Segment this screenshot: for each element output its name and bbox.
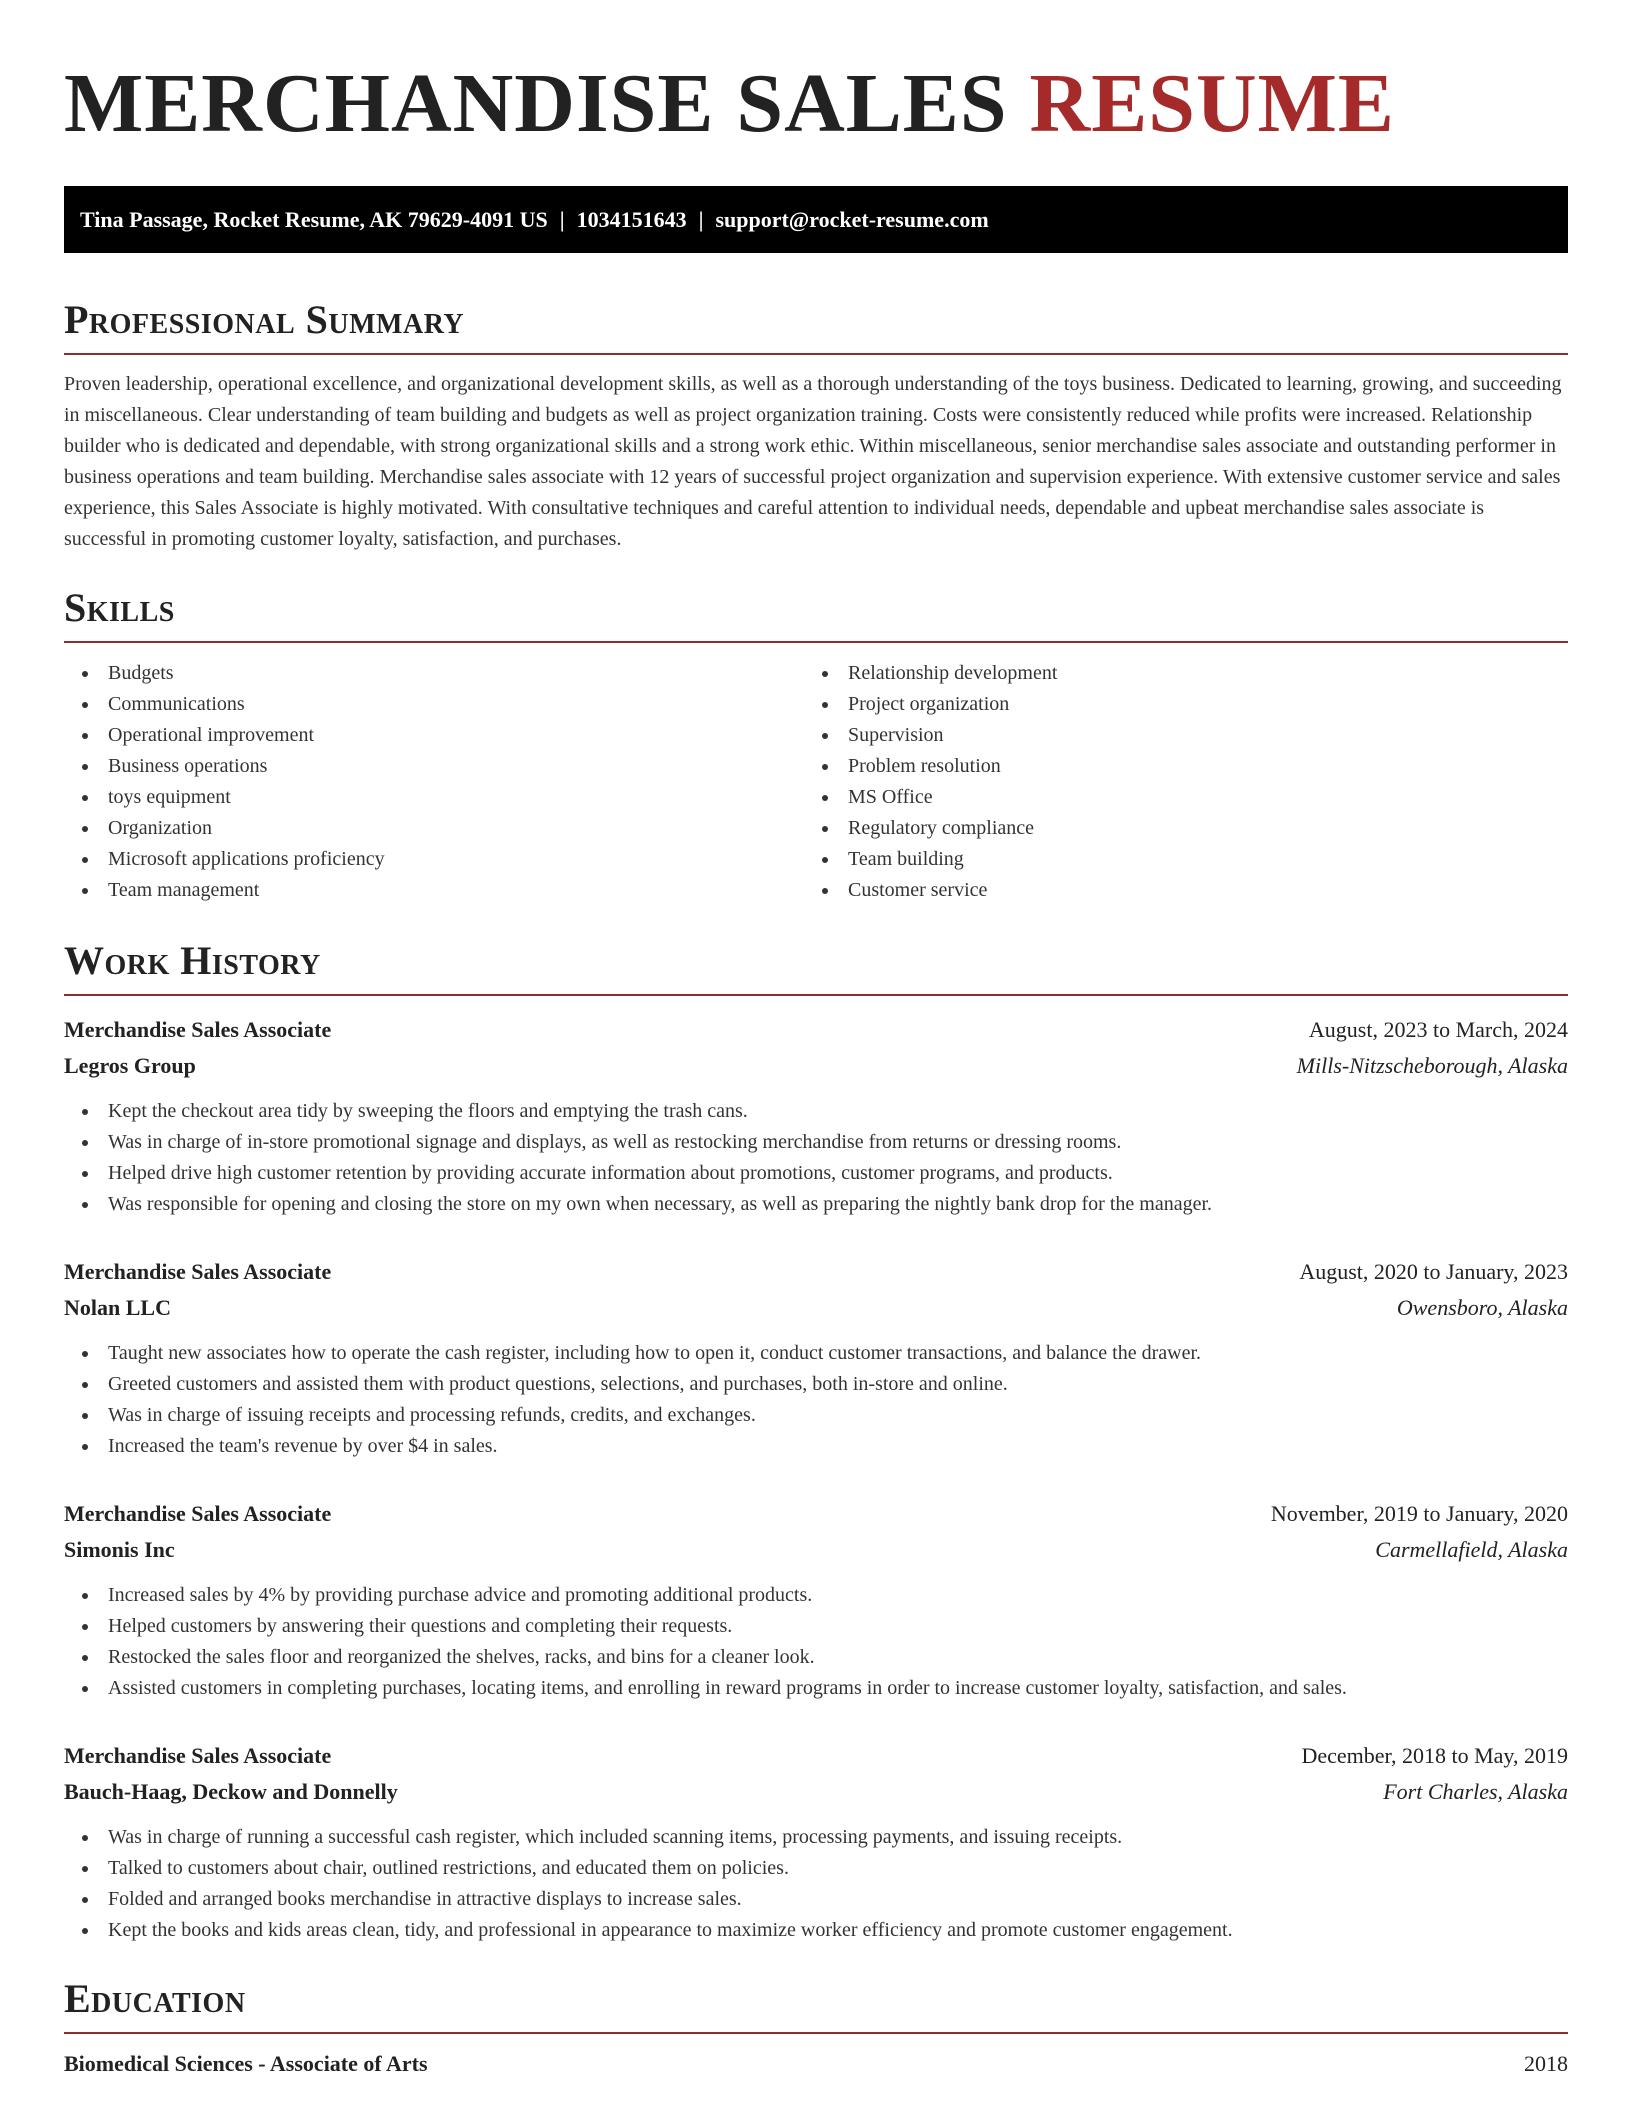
skill-item: MS Office: [804, 782, 1544, 813]
skill-item: Budgets: [64, 658, 804, 689]
skill-item: Supervision: [804, 720, 1544, 751]
job-entry: [64, 1738, 1568, 1946]
job-bullet: Was in charge of issuing receipts and processing refunds, credits, and exchanges.: [64, 1400, 1568, 1431]
skill-item: Team building: [804, 844, 1544, 875]
job-bullet: Assisted customers in completing purchases, locating items, and enrolling in reward programs in order to increase customer loyalty, satisfaction, and sales.: [64, 1673, 1568, 1704]
skill-item: Regulatory compliance: [804, 813, 1544, 844]
job-bullets: [64, 1822, 1568, 1946]
job-location: Mills-Nitzscheborough, Alaska: [1296, 1053, 1568, 1078]
job-entry: [64, 1012, 1568, 1220]
job-company-row: [64, 1532, 1568, 1568]
job-entry: [64, 1496, 1568, 1704]
title-main: MERCHANDISE SALES: [64, 57, 1030, 150]
job-title: Merchandise Sales Associate: [64, 1743, 332, 1768]
summary-text: Proven leadership, operational excellence, and organizational development skills, as well as a thorough understanding of the toys business. Dedicated to learning, growing, and succeeding in miscellaneous. Clear understanding of team building and budgets as well as project organization training. Costs were consistently reduced while profits were increased. Relationship builder who is dedicated and dependable, with strong organizational skills and a strong work ethic. Within miscellaneous, senior merchandise sales associate and outstanding performer in business operations and team building. Merchandise sales associate with 12 years of successful project organization and supervision experience. With extensive customer service and sales experience, this Sales Associate is highly motivated. With consultative techniques and careful attention to individual needs, dependable and upbeat merchandise sales associate is successful in promoting customer loyalty, satisfaction, and purchases.: [64, 373, 1562, 550]
job-company-row: [64, 1048, 1568, 1084]
skill-item: Communications: [64, 689, 804, 720]
job-company-row: [64, 1774, 1568, 1810]
education-entry: [64, 2046, 1568, 2082]
education-year: 2018: [1524, 2051, 1568, 2076]
skill-item: Microsoft applications proficiency: [64, 844, 804, 875]
education-heading: Education: [64, 1976, 1568, 2034]
job-bullet: Kept the checkout area tidy by sweeping the floors and emptying the trash cans.: [64, 1096, 1568, 1127]
job-company-row: [64, 1290, 1568, 1326]
job-title: Merchandise Sales Associate: [64, 1017, 332, 1042]
skill-item: Team management: [64, 875, 804, 906]
title-accent: RESUME: [1029, 57, 1395, 150]
work-history-heading: Work History: [64, 938, 1568, 996]
job-bullet: Was responsible for opening and closing the store on my own when necessary, as well as preparing the nightly bank drop for the manager.: [64, 1189, 1568, 1220]
job-bullet: Increased the team's revenue by over $4 in sales.: [64, 1431, 1568, 1462]
skill-item: Operational improvement: [64, 720, 804, 751]
contact-separator: |: [559, 207, 565, 232]
skill-item: toys equipment: [64, 782, 804, 813]
job-bullets: [64, 1580, 1568, 1704]
skills-column-left: [64, 658, 804, 906]
skill-item: Relationship development: [804, 658, 1544, 689]
job-bullets: [64, 1096, 1568, 1220]
job-bullet: Increased sales by 4% by providing purchase advice and promoting additional products.: [64, 1580, 1568, 1611]
skill-item: Customer service: [804, 875, 1544, 906]
job-bullet: Kept the books and kids areas clean, tidy, and professional in appearance to maximize worker efficiency and promote customer engagement.: [64, 1915, 1568, 1946]
contact-address: Tina Passage, Rocket Resume, AK 79629-4091 US: [80, 207, 548, 232]
job-bullet: Helped customers by answering their questions and completing their requests.: [64, 1611, 1568, 1642]
job-bullet: Helped drive high customer retention by providing accurate information about promotions, customer programs, and products.: [64, 1158, 1568, 1189]
job-company: Legros Group: [64, 1053, 196, 1078]
summary-heading: Professional Summary: [64, 297, 1568, 355]
job-location: Carmellafield, Alaska: [1375, 1537, 1568, 1562]
job-dates: August, 2020 to January, 2023: [1299, 1259, 1568, 1284]
job-title: Merchandise Sales Associate: [64, 1501, 332, 1526]
skills-column-right: [804, 658, 1544, 906]
contact-separator: |: [698, 207, 704, 232]
job-location: Fort Charles, Alaska: [1383, 1779, 1568, 1804]
education-degree: Biomedical Sciences - Associate of Arts: [64, 2051, 428, 2076]
job-bullet: Talked to customers about chair, outlined restrictions, and educated them on policies.: [64, 1853, 1568, 1884]
job-location: Owensboro, Alaska: [1396, 1295, 1568, 1320]
job-dates: August, 2023 to March, 2024: [1308, 1017, 1568, 1042]
job-bullet: Was in charge of running a successful cash register, which included scanning items, processing payments, and issuing receipts.: [64, 1822, 1568, 1853]
skill-item: Project organization: [804, 689, 1544, 720]
job-bullet: Taught new associates how to operate the cash register, including how to open it, conduct customer transactions, and balance the drawer.: [64, 1338, 1568, 1369]
job-dates: December, 2018 to May, 2019: [1301, 1743, 1568, 1768]
job-bullet: Folded and arranged books merchandise in attractive displays to increase sales.: [64, 1884, 1568, 1915]
resume-title: [64, 57, 1568, 150]
job-company: Bauch-Haag, Deckow and Donnelly: [64, 1779, 398, 1804]
job-title: Merchandise Sales Associate: [64, 1259, 332, 1284]
job-bullet: Restocked the sales floor and reorganized the shelves, racks, and bins for a cleaner look.: [64, 1642, 1568, 1673]
job-bullets: [64, 1338, 1568, 1462]
job-company: Simonis Inc: [64, 1537, 175, 1562]
job-header-row: [64, 1012, 1568, 1048]
job-header-row: [64, 1496, 1568, 1532]
job-bullet: Was in charge of in-store promotional signage and displays, as well as restocking merchandise from returns or dressing rooms.: [64, 1127, 1568, 1158]
job-entry: [64, 1254, 1568, 1462]
resume-page: [64, 0, 1568, 2082]
skill-item: Business operations: [64, 751, 804, 782]
contact-email[interactable]: support@rocket-resume.com: [715, 207, 989, 232]
skills-list: [64, 658, 1568, 906]
job-header-row: [64, 1254, 1568, 1290]
contact-phone: 1034151643: [576, 207, 687, 232]
job-company: Nolan LLC: [64, 1295, 171, 1320]
contact-bar: [64, 186, 1568, 253]
job-bullet: Greeted customers and assisted them with product questions, selections, and purchases, both in-store and online.: [64, 1369, 1568, 1400]
skill-item: Problem resolution: [804, 751, 1544, 782]
skills-heading: Skills: [64, 585, 1568, 643]
job-dates: November, 2019 to January, 2020: [1270, 1501, 1568, 1526]
skill-item: Organization: [64, 813, 804, 844]
job-header-row: [64, 1738, 1568, 1774]
